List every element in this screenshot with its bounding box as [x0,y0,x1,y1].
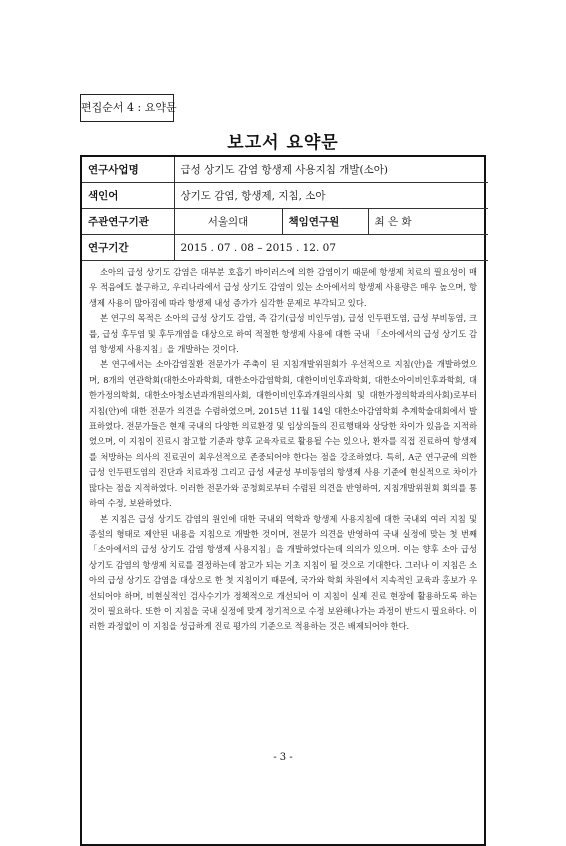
org-row [82,209,488,235]
keywords-value: 상기도 감염, 항생제, 지침, 소아 [174,183,488,209]
summary-text [82,261,484,635]
keywords-label: 색인어 [82,183,174,209]
project-value: 급성 상기도 감염 항생제 사용지침 개발(소아) [174,157,488,183]
period-row [82,235,488,261]
edit-order-label: 편집순서 4 : 요약문 [80,94,174,122]
researcher-label: 책임연구원 [282,209,368,235]
org-label: 주관연구기관 [82,209,174,235]
summary-paragraph: 본 연구에서는 소아감염질환 전문가가 주축이 된 지침개발위원회가 우선적으로 지침(안)을 개발하였으며, 8개의 연관학회(대한소아과학회, 대한소아감염학회, 대한이비인후과학회, 대한소아이비인후과학회, 대한가정의학회, 대한소아청소년과개원의사회, 대한이비인후과개원의사회 및 대한가정의학과의사회)로부터 지침(안)에 대한 전문가 의견을 수렴하였으며, 2015년 11월 14일 대한소아감염학회 추계학술대회에서 발표하였다. 전문가들은 현재 국내의 다양한 의료환경 및 임상의들의 진료행태와 상당한 차이가 있음을 지적하였으며, 이 지침이 진료시 참고할 기준과 향후 교육자료로 활용될 수는 있으나, 환자를 직접 진료하여 항생제를 처방하는 의사의 진료권이 최우선적으로 존중되어야 한다는 점을 강조하였다. 특히, A군 연구균에 의한 급성 인두편도염의 진단과 치료과정 그리고 급성 세균성 부비동염의 항생제 사용 기준에 현실적으로 차이가 많다는 점을 지적하였다. 이러한 전문가와 공청회로부터 수렴된 의견을 반영하여, 지침개발위원회 회의를 통하여 수정, 보완하였다. [89,359,477,509]
report-meta-table [82,157,488,261]
project-label: 연구사업명 [82,157,174,183]
org-value: 서울의대 [174,209,282,235]
summary-paragraph: 본 지침은 급성 상기도 감염의 원인에 대한 국내외 역학과 항생제 사용지침에 대한 국내외 여러 지침 및 종설의 형태로 제안된 내용을 지침으로 개발한 것이며, 전문가 의견을 반영하여 국내 실정에 맞는 첫 번째 「소아에서의 급성 상기도 감염 항생제 사용지침」을 개발하였다는데 의의가 있으며. 이는 향후 소아 급성 상기도 감염의 항생제 치료를 결정하는데 참고가 되는 기초 지침이 될 것으로 기대한다. 그러나 이 지침은 소아의 급성 상기도 감염을 대상으로 한 첫 지침이기 때문에, 국가와 학회 차원에서 지속적인 교육과 홍보가 우선되어야 하며, 비현실적인 검사수기가 정책적으로 개선되어 이 지침이 실제 진료 현장에 활용하도록 하는 것이 필요하다. 또한 이 지침을 국내 실정에 맞게 정기적으로 수정 보완해나가는 과정이 반드시 필요하다. 이러한 과정없이 이 지침을 성급하게 진료 평가의 기준으로 적용하는 것은 배제되어야 한다. [89,513,477,632]
keywords-row [82,183,488,209]
report-title: 보고서 요약문 [227,133,339,153]
period-value: 2015 . 07 . 08 – 2015 . 12. 07 [174,235,488,261]
summary-paragraph: 소아의 급성 상기도 감염은 대부분 호흡기 바이러스에 의한 감염이기 때문에 항생제 치료의 필요성이 매우 적음에도 불구하고, 우리나라에서 급성 상기도 감염이 있는 소아에서의 항생제 사용량은 매우 높으며, 항생제 사용이 많아짐에 따라 항생제 내성 증가가 심각한 문제로 부각되고 있다. [89,267,477,308]
page-number: - 3 - [273,752,293,763]
report-summary-box [80,155,486,846]
summary-paragraph: 본 연구의 목적은 소아의 급성 상기도 감염, 즉 감기(급성 비인두염), 급성 인두편도염, 급성 부비동염, 크룹, 급성 후두염 및 후두개염을 대상으로 하여 적절한 항생제 사용에 대한 국내 「소아에서의 급성 상기도 감염 항생제 사용지침」을 개발하는 것이다. [89,313,477,355]
researcher-value: 최 은 화 [368,209,488,235]
project-row [82,157,488,183]
period-label: 연구기간 [82,235,174,261]
